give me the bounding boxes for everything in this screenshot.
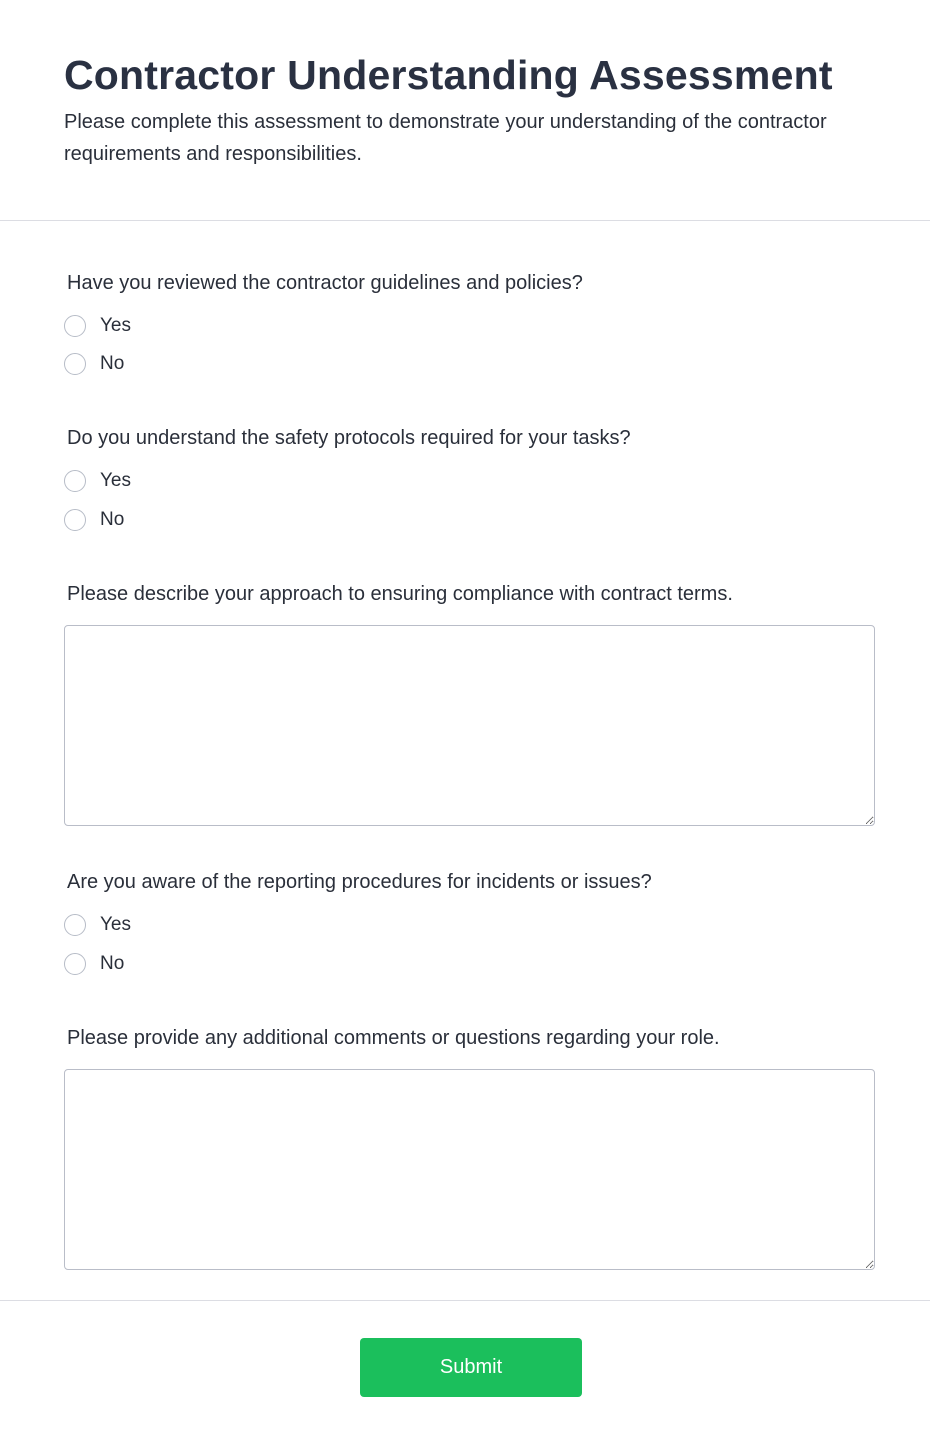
header-divider xyxy=(0,220,930,221)
page-description: Please complete this assessment to demonstrate your understanding of the contractor requirements and responsibilities. xyxy=(64,111,827,165)
question-3-label: Please describe your approach to ensuring compliance with contract terms. xyxy=(67,583,733,605)
question-4-option-yes[interactable] xyxy=(64,914,131,936)
radio-button[interactable] xyxy=(64,315,86,337)
question-2-label: Do you understand the safety protocols required for your tasks? xyxy=(67,427,631,449)
additional-comments-textarea[interactable] xyxy=(64,1069,875,1270)
question-4-option-no[interactable] xyxy=(64,953,124,975)
question-1-label: Have you reviewed the contractor guidelines and policies? xyxy=(67,272,583,294)
footer-divider xyxy=(0,1300,930,1301)
question-2-option-yes[interactable] xyxy=(64,470,131,492)
radio-button[interactable] xyxy=(64,953,86,975)
option-label: Yes xyxy=(100,470,131,491)
radio-button[interactable] xyxy=(64,914,86,936)
option-label: No xyxy=(100,953,125,974)
question-1-option-yes[interactable] xyxy=(64,315,131,337)
question-1-option-no[interactable] xyxy=(64,353,124,375)
radio-button[interactable] xyxy=(64,353,86,375)
page-title: Contractor Understanding Assessment xyxy=(64,52,833,98)
option-label: Yes xyxy=(100,315,131,336)
radio-button[interactable] xyxy=(64,470,86,492)
question-2-option-no[interactable] xyxy=(64,509,124,531)
question-5-label: Please provide any additional comments or questions regarding your role. xyxy=(67,1027,720,1049)
submit-button[interactable]: Submit xyxy=(360,1338,582,1397)
radio-button[interactable] xyxy=(64,509,86,531)
option-label: No xyxy=(100,353,125,374)
compliance-approach-textarea[interactable] xyxy=(64,625,875,826)
question-4-label: Are you aware of the reporting procedures for incidents or issues? xyxy=(67,871,652,893)
option-label: Yes xyxy=(100,914,131,935)
option-label: No xyxy=(100,509,125,530)
